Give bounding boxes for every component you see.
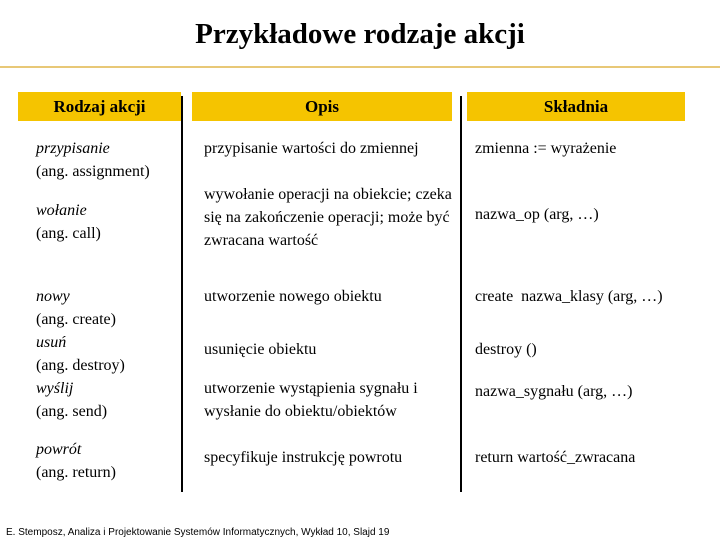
action-english: (ang. create) bbox=[36, 311, 116, 328]
page-title: Przykładowe rodzaje akcji bbox=[195, 18, 525, 50]
table-row-syntax: return wartość_zwracana bbox=[475, 449, 636, 466]
table-row-desc: utworzenie wystąpienia sygnału i wysłanie do obiektu/obiektów bbox=[204, 380, 418, 420]
action-english: (ang. send) bbox=[36, 403, 108, 420]
table-row-syntax: zmienna := wyrażenie bbox=[475, 140, 617, 157]
action-name: nowy bbox=[36, 288, 70, 305]
action-english: (ang. call) bbox=[36, 225, 101, 242]
table-row-type bbox=[36, 137, 176, 183]
action-english: (ang. return) bbox=[36, 464, 116, 481]
table-row-type bbox=[36, 438, 176, 484]
header-description: Opis bbox=[192, 92, 452, 121]
action-name: usuń bbox=[36, 334, 67, 351]
table-row-syntax: nazwa_sygnału (arg, …) bbox=[475, 383, 633, 400]
action-name: wyślij bbox=[36, 380, 74, 397]
column-divider-2 bbox=[460, 96, 462, 492]
header-action-type: Rodzaj akcji bbox=[18, 92, 181, 121]
table-row-desc: przypisanie wartości do zmiennej bbox=[204, 140, 419, 157]
table-row-syntax: nazwa_op (arg, …) bbox=[475, 206, 599, 223]
table-row-desc: specyfikuje instrukcję powrotu bbox=[204, 449, 403, 466]
table-row-type bbox=[36, 331, 176, 377]
table-row-desc: utworzenie nowego obiektu bbox=[204, 288, 382, 305]
title-divider bbox=[0, 66, 720, 68]
action-name: powrót bbox=[36, 441, 82, 458]
action-name: wołanie bbox=[36, 202, 87, 219]
table-row-desc: usunięcie obiektu bbox=[204, 341, 317, 358]
footer-citation: E. Stemposz, Analiza i Projektowanie Systemów Informatycznych, Wykład 10, Slajd 19 bbox=[6, 527, 390, 538]
action-english: (ang. assignment) bbox=[36, 163, 150, 180]
column-divider-1 bbox=[181, 96, 183, 492]
action-english: (ang. destroy) bbox=[36, 357, 125, 374]
table-row-syntax: destroy () bbox=[475, 341, 537, 358]
header-syntax: Składnia bbox=[467, 92, 685, 121]
table-row-desc: wywołanie operacji na obiekcie; czeka się na zakończenie operacji; może być zwracana wartość bbox=[204, 186, 452, 249]
action-name: przypisanie bbox=[36, 140, 110, 157]
table-row-type bbox=[36, 285, 176, 331]
table-row-type bbox=[36, 199, 176, 245]
table-row-type bbox=[36, 377, 176, 423]
table-row-syntax: create nazwa_klasy (arg, …) bbox=[475, 288, 663, 305]
